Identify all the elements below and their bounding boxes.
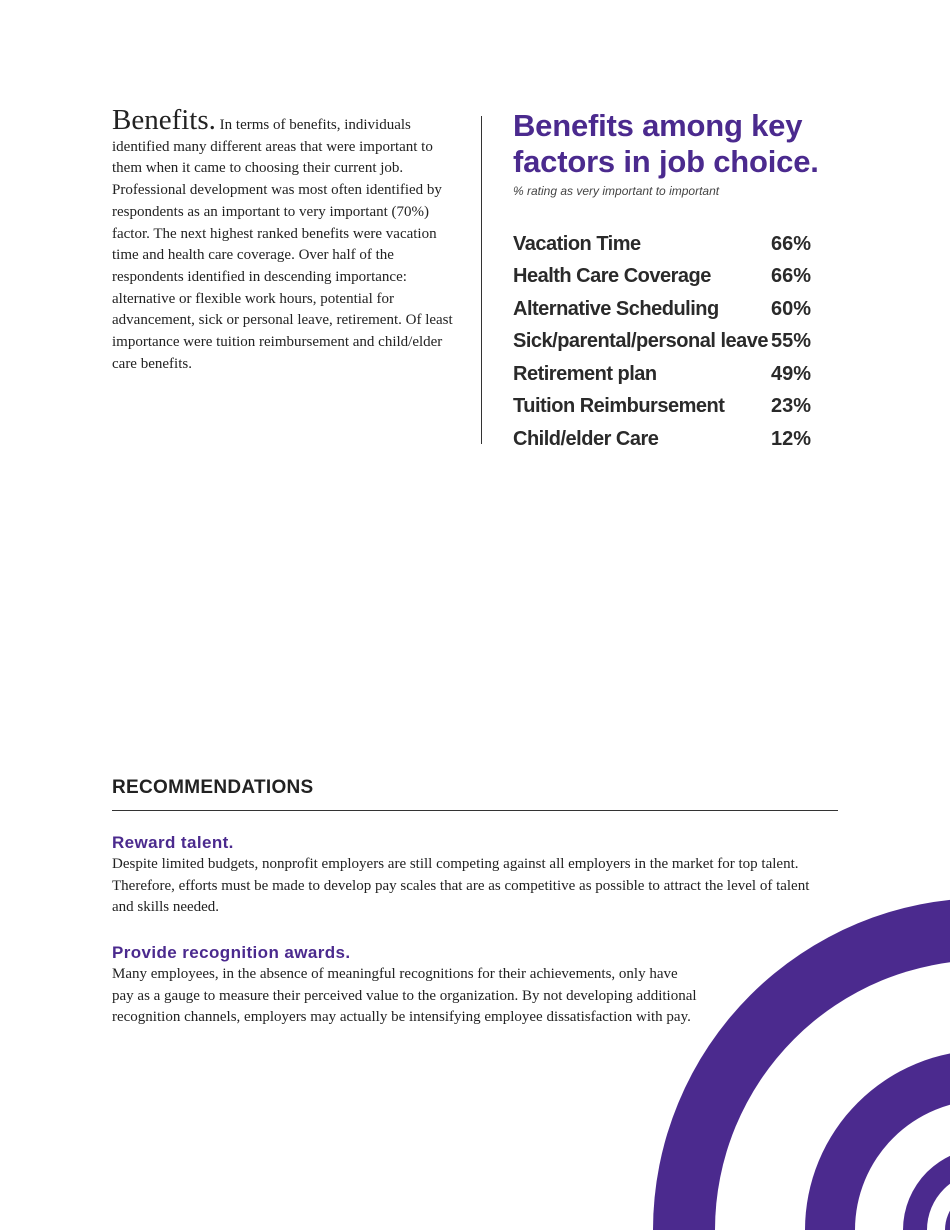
recommendation-body: Many employees, in the absence of meaningful recognitions for their achievements, only have pay as a gauge to measure their perceived value to the organization. By not developing additional recognition channels, employers may actually be intensifying employee dissatisfaction with pay. [112,966,697,1025]
stat-row [513,326,811,359]
recommendation-title: Reward talent. [112,833,234,852]
stat-value: 66% [770,265,811,288]
stat-row [513,228,811,261]
stat-value: 66% [770,232,811,255]
sidebar-title-line1: Benefits among key [513,108,803,143]
stat-label: Alternative Scheduling [513,297,719,320]
stat-row [513,423,811,456]
recommendation-title: Provide recognition awards. [112,943,351,962]
stat-label: Health Care Coverage [513,265,711,288]
stat-row [513,261,811,294]
recommendation-body: Despite limited budgets, nonprofit employers are still competing against all employers in the market for top talent. Therefore, efforts must be made to develop pay scales that are as competitive as possible to attract the level of talent and skills needed. [112,856,810,915]
stat-row [513,391,811,424]
stat-value: 23% [770,395,811,418]
sidebar-title [513,108,833,180]
stat-row [513,358,811,391]
stat-value: 60% [770,297,811,320]
stat-value: 55% [770,330,811,353]
sidebar-subtitle: % rating as very important to important [513,184,720,198]
stat-label: Child/elder Care [513,427,659,450]
benefits-lead: Benefits. [112,104,216,136]
sidebar-title-line2: factors in job choice. [513,144,819,179]
stat-row [513,293,811,326]
stat-label: Tuition Reimbursement [513,395,725,418]
recommendations-heading: RECOMMENDATIONS [112,777,314,798]
stat-value: 12% [770,427,811,450]
stat-label: Vacation Time [513,232,641,255]
stat-label: Retirement plan [513,362,657,385]
stat-value: 49% [770,362,811,385]
recommendation-recognition-awards [112,942,702,1029]
recommendations-rule [112,810,838,811]
column-divider [481,116,482,444]
benefits-body: In terms of benefits, individuals identified many different areas that were important to them when it came to choosing their current job. Professional development was most often identified by respondents as an important to very important (70%) factor. The next highest ranked benefits were vacation time and health care coverage. Over half of the respondents identified in descending importance: alternative or flexible work hours, potential for advancement, sick or personal leave, retirement. Of least importance were tuition reimbursement and child/elder care benefits. [112,117,453,372]
stat-label: Sick/parental/personal leave [513,330,769,353]
benefits-sidebar [513,108,833,456]
benefits-paragraph [112,104,457,375]
benefit-stat-list [513,228,833,456]
recommendation-reward-talent [112,832,828,919]
